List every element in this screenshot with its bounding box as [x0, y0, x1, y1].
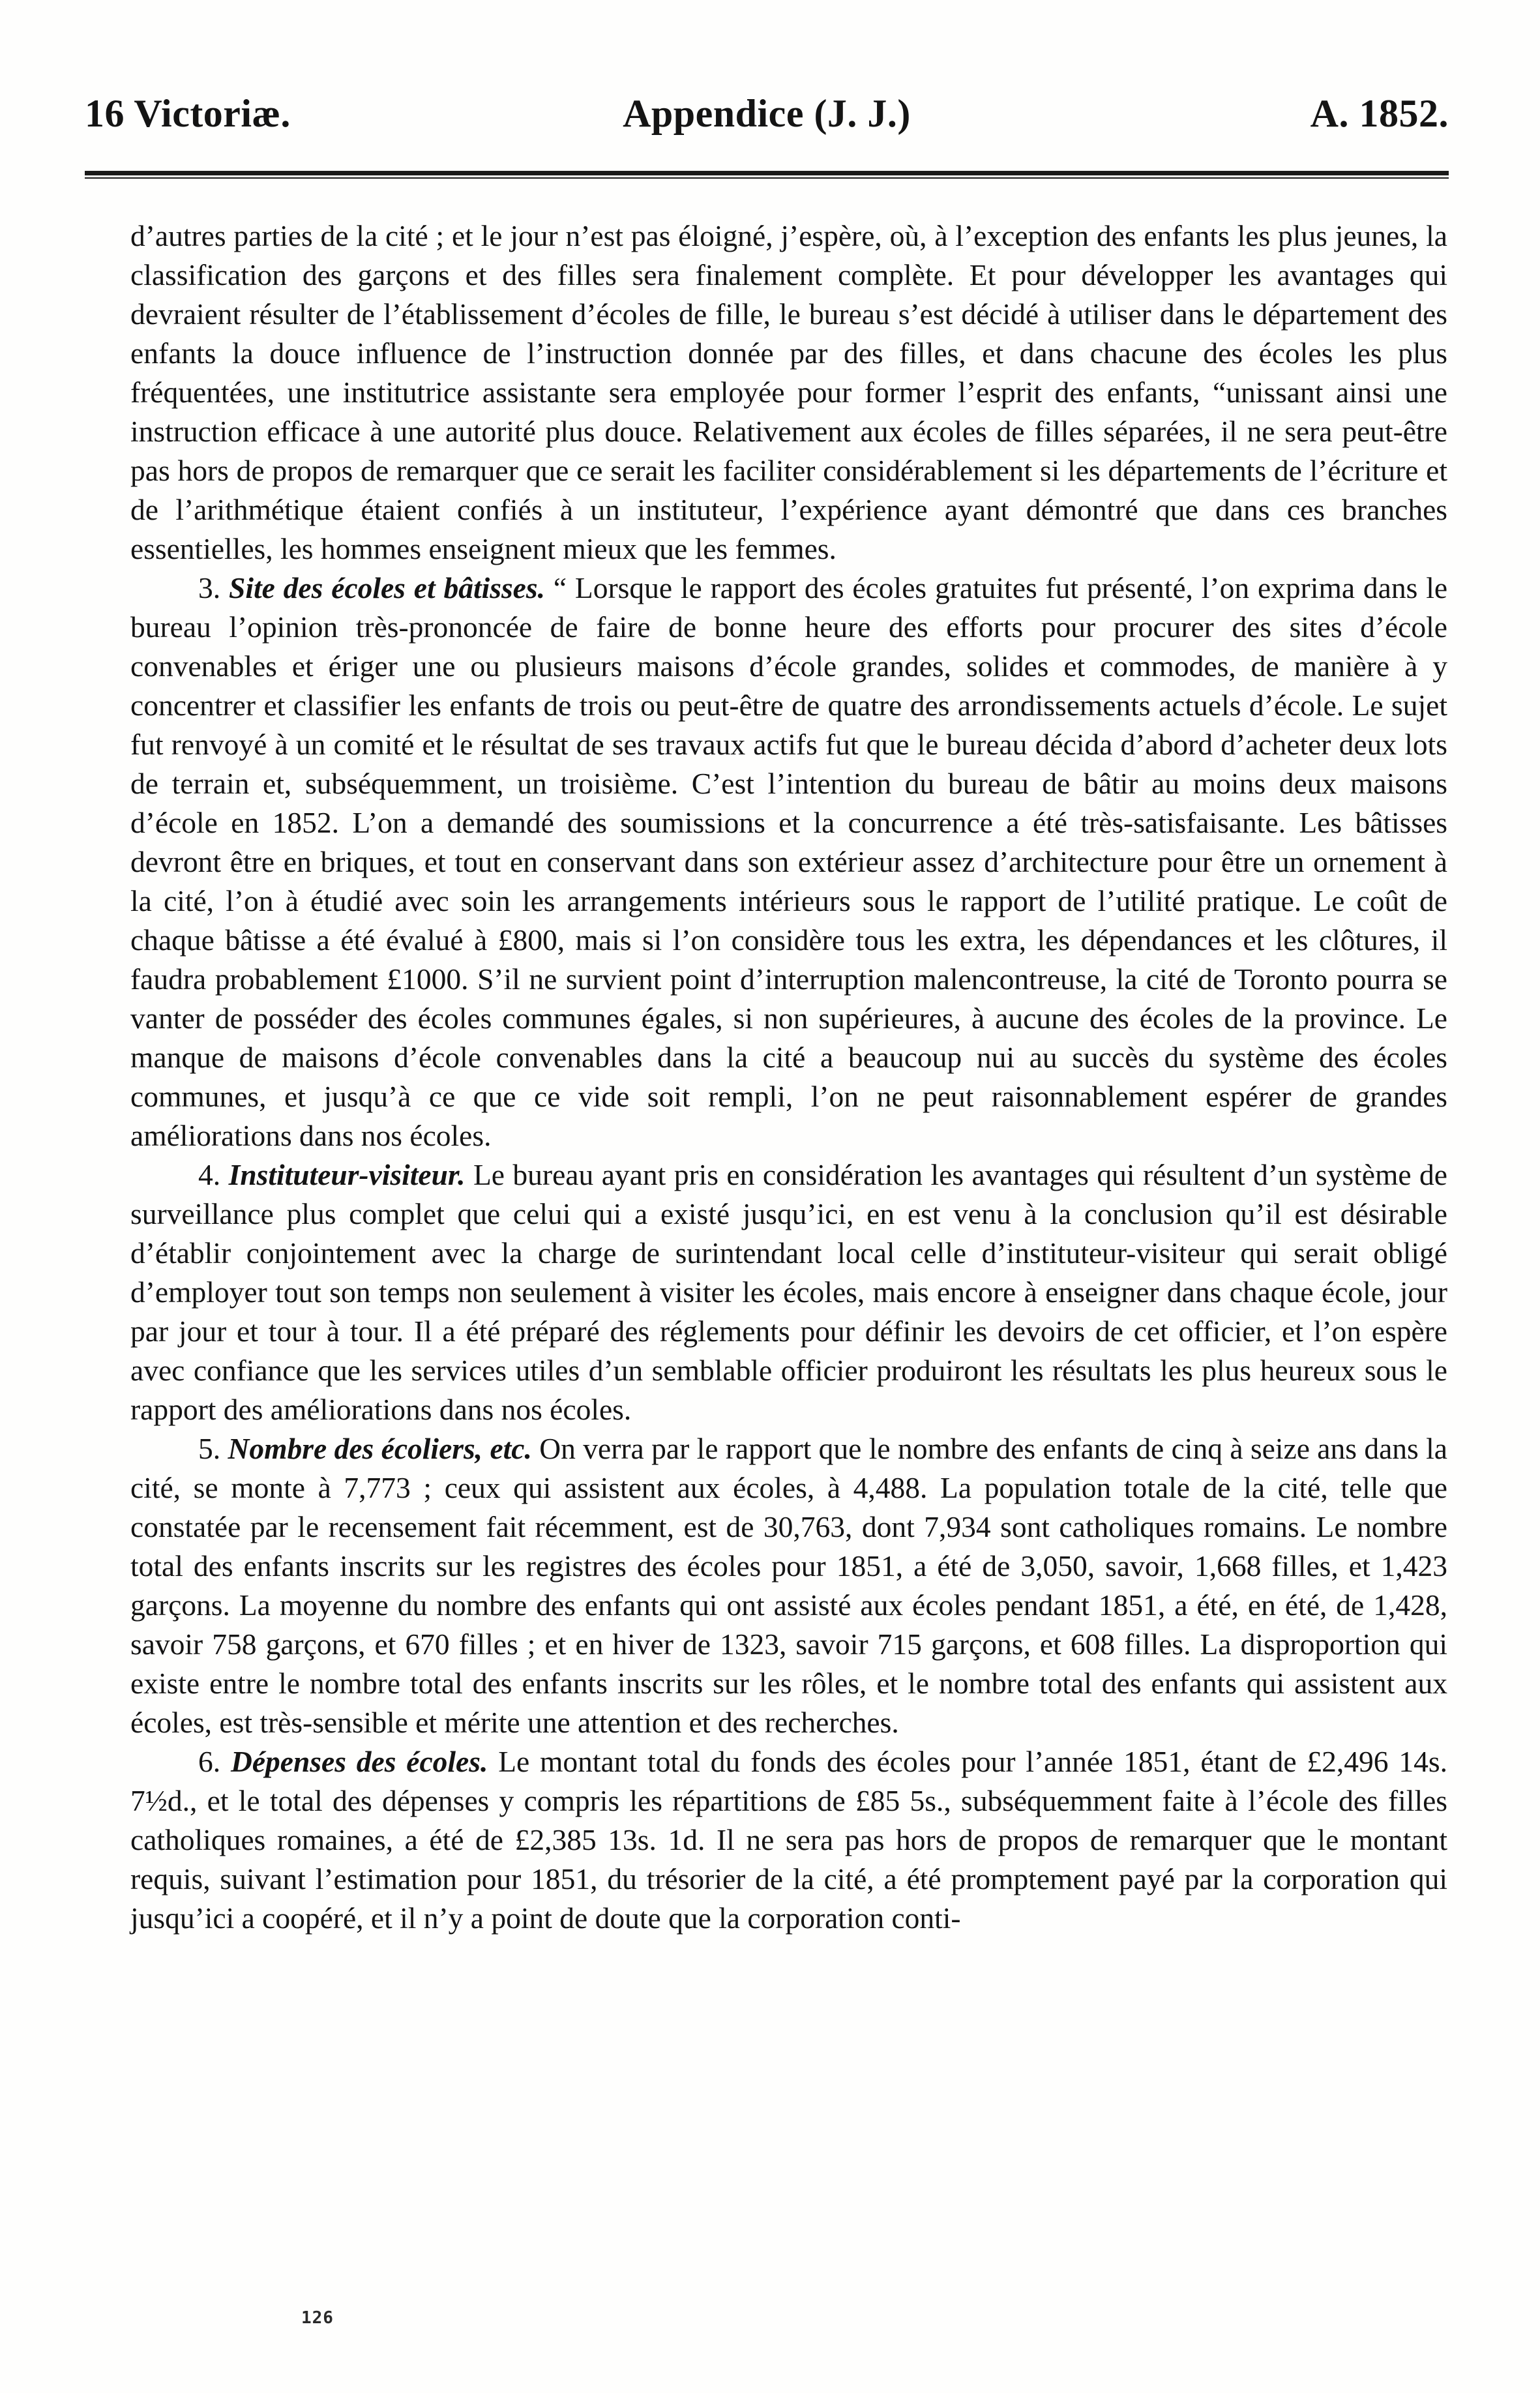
header-appendix-title: Appendice (J. J.) — [623, 92, 911, 135]
section-3-title: Site des écoles et bâtisses. — [229, 571, 545, 604]
header-regnal-year: 16 Victoriæ. — [85, 92, 291, 135]
section-6-title: Dépenses des écoles. — [230, 1745, 488, 1778]
header-rule — [85, 171, 1449, 179]
section-5-text: On verra par le rapport que le nombre des enfants de cinq à seize ans dans la cité, se monte à 7,773 ; ceux qui assistent aux écoles, à 4,488. La population totale de la cité, telle que constatée par le recensement fait récemment, est de 30,763, dont 7,934 sont catholiques romains. Le nombre total des enfants inscrits sur les registres des écoles pour 1851, a été de 3,050, savoir, 1,668 filles, et 1,423 garçons. La moyenne du nombre des enfants qui ont assisté aux écoles pendant 1851, a été, en été, de 1,428, savoir 758 garçons, et 670 filles ; et en hiver de 1323, savoir 715 garçons, et 608 filles. La disproportion qui existe entre le nombre total des enfants inscrits sur les rôles, et le nombre total des enfants qui assistent aux écoles, est très-sensible et mérite une attention et des recherches. — [130, 1432, 1447, 1739]
section-4-title: Instituteur-visiteur. — [228, 1158, 466, 1191]
paragraph-continuation: d’autres parties de la cité ; et le jour n’est pas éloigné, j’espère, où, à l’exception des enfants les plus jeunes, la classification des garçons et des filles sera finalement complète. Et pour développer les avantages qui devraient résulter de l’établissement d’écoles de fille, le bureau s’est décidé à utiliser dans le département des enfants la douce influence de l’instruction donnée par des filles, et dans chacune des écoles les plus fréquentées, une institutrice assistante sera employée pour former l’esprit des enfants, “unissant ainsi une instruction efficace à une autorité plus douce. Relativement aux écoles de filles séparées, il ne sera peut-être pas hors de propos de remarquer que ce serait les faciliter considérablement si les départements de l’écriture et de l’arithmétique étaient confiés à un instituteur, l’expérience ayant démontré que dans ces branches essentielles, les hommes enseignent mieux que les femmes. — [130, 219, 1447, 565]
page-number: 126 — [301, 2308, 334, 2328]
section-3-number: 3. — [198, 571, 221, 604]
header-year: A. 1852. — [1310, 92, 1449, 135]
body-text — [130, 216, 1447, 1938]
running-header — [85, 91, 1449, 150]
paragraph-section-3 — [130, 569, 1447, 1155]
paragraph-section-6 — [130, 1742, 1447, 1938]
paragraph-section-5 — [130, 1429, 1447, 1742]
section-6-number: 6. — [198, 1745, 221, 1778]
section-3-text: “ Lorsque le rapport des écoles gratuites fut présenté, l’on exprima dans le bureau l’opinion très-prononcée de faire de bonne heure des efforts pour procurer des sites d’école convenables et ériger une ou plusieurs maisons d’école grandes, solides et commodes, de manière à y concentrer et classifier les enfants de trois ou peut-être de quatre des arrondissements actuels d’école. Le sujet fut renvoyé à un comité et le résultat de ses travaux actifs fut que le bureau décida d’abord d’acheter deux lots de terrain et, subséquemment, un troisième. C’est l’intention du bureau de bâtir au moins deux maisons d’école en 1852. L’on a demandé des soumissions et la concurrence a été très-satisfaisante. Les bâtisses devront être en briques, et tout en conservant dans son extérieur assez d’architecture pour être un ornement à la cité, l’on à étudié avec soin les arrangements intérieurs sous le rapport de l’utilité pratique. Le coût de chaque bâtisse a été évalué à £800, mais si l’on considère tous les extra, les dépendances et les clôtures, il faudra probablement £1000. S’il ne survient point d’interruption malencontreuse, la cité de Toronto pourra se vanter de posséder des écoles communes égales, si non supérieures, à aucune des écoles de la province. Le manque de maisons d’école convenables dans la cité a beaucoup nui au succès du système des écoles communes, et jusqu’à ce que ce vide soit rempli, l’on ne peut raisonnablement espérer de grandes améliorations dans nos écoles. — [130, 571, 1448, 1152]
section-4-text: Le bureau ayant pris en considération les avantages qui résultent d’un système de surveillance plus complet que celui qui a existé jusqu’ici, en est venu à la conclusion qu’il est désirable d’établir conjointement avec la charge de surintendant local celle d’instituteur-visiteur qui serait obligé d’employer tout son temps non seulement à visiter les écoles, mais encore à enseigner dans chaque école, jour par jour et tour à tour. Il a été préparé des réglements pour définir les devoirs de cet officier, et l’on espère avec confiance que les services utiles d’un semblable officier produiront les résultats les plus heureux sous le rapport des améliorations dans nos écoles. — [130, 1158, 1448, 1426]
section-5-number: 5. — [198, 1432, 221, 1465]
section-4-number: 4. — [198, 1158, 221, 1191]
section-6-text: Le montant total du fonds des écoles pour l’année 1851, étant de £2,496 14s. 7½d., et le total des dépenses y compris les répartitions de £85 5s., subséquemment faite à l’école des filles catholiques romaines, a été de £2,385 13s. 1d. Il ne sera pas hors de propos de remarquer que le montant requis, suivant l’estimation pour 1851, du trésorier de la cité, a été promptement payé par la corporation qui jusqu’ici a coopéré, et il n’y a point de doute que la corporation conti- — [130, 1745, 1447, 1935]
paragraph-section-4 — [130, 1155, 1447, 1429]
section-5-title: Nombre des écoliers, etc. — [228, 1432, 532, 1465]
